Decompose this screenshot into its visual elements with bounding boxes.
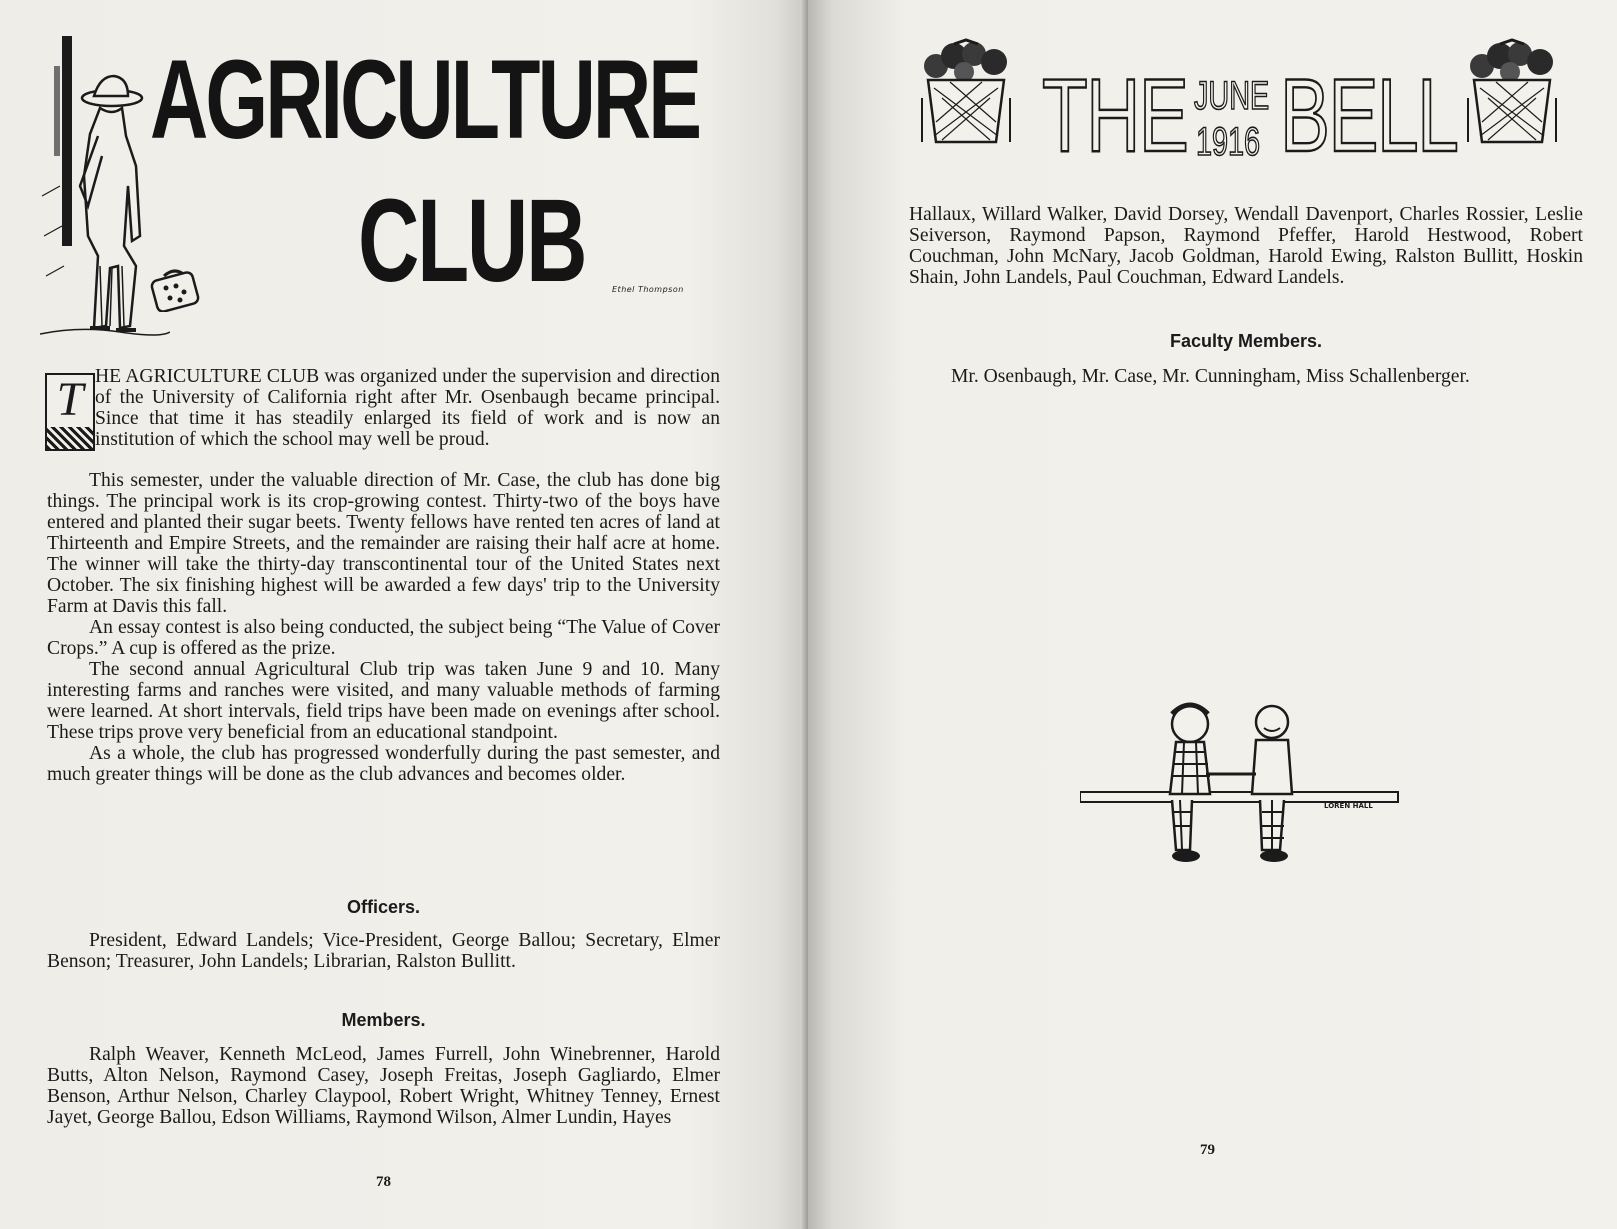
artist-signature: Ethel Thompson (612, 285, 684, 294)
members-continued-text: Hallaux, Willard Walker, David Dorsey, Wendall Davenport, Charles Rossier, Leslie Seiverson, Raymond Papson, Raymond Pfeffer, Harold Hestwood, Robert Couchman, John McNary, Jacob Goldman, Harold Ewing, Ralston Bullitt, Hoskin Shain, John Landels, Paul Couchman, Edward Landels. (909, 204, 1583, 288)
masthead-the: THE (1042, 58, 1188, 174)
members-list (47, 1044, 720, 1128)
members-text: Ralph Weaver, Kenneth McLeod, James Furrell, John Winebrenner, Harold Butts, Alton Nelson, Raymond Casey, Joseph Freitas, Joseph Gagliardo, Elmer Benson, Arthur Nelson, Charley Claypool, Robert Wright, Whitney Tenney, Ernest Jayet, George Ballou, Edson Williams, Raymond Wilson, Almer Lundin, Hayes (47, 1044, 720, 1128)
intro-text (95, 366, 720, 450)
left-page (0, 0, 808, 1229)
page-number-left: 78 (376, 1174, 391, 1190)
paragraph-intro: HE AGRICULTURE CLUB was organized under the supervision and direction of the University of California right after Mr. Osenbaugh became principal. Since that time it has steadily enlarged its field of work and is now an institution of which the school may well be proud. (95, 366, 720, 450)
members-heading: Members. (341, 1010, 426, 1030)
flower-basket-right-illustration (1460, 38, 1564, 148)
paragraph-progress: As a whole, the club has progressed wonderfully during the past semester, and much greater things will be done as the club advances and becomes older. (47, 743, 720, 785)
paragraph-contest: This semester, under the valuable direction of Mr. Case, the club has done big things. The principal work is its crop-growing contest. Thirty-two of the boys have entered and planted their sugar beets. Twenty fellows have rented ten acres of land at Thirteenth and Empire Streets, and the remainder are raising their half acre at home. The winner will take the thirty-day transcontinental tour of the United States next October. The six finishing highest will be awarded a few days' trip to the University Farm at Davis this fall. (47, 470, 720, 617)
cartoon-signature: LOREN HALL (1324, 802, 1373, 810)
two-boys-cartoon-illustration (1080, 700, 1410, 890)
masthead-year: 1916 (1196, 120, 1261, 164)
officers-heading: Officers. (346, 897, 421, 917)
right-page (808, 0, 1617, 1229)
magazine-masthead (1042, 58, 1458, 174)
faculty-heading: Faculty Members. (1169, 331, 1323, 351)
officers-list (47, 930, 720, 972)
dropcap-letter: T (56, 373, 84, 426)
page-title-agriculture: AGRICULTURE (150, 37, 700, 162)
faculty-text: Mr. Osenbaugh, Mr. Case, Mr. Cunningham, Miss Schallenberger. (951, 366, 1470, 387)
dropcap-ornament (47, 427, 93, 449)
faculty-list (909, 366, 1583, 387)
members-continued (909, 204, 1583, 288)
officers-text: President, Edward Landels; Vice-President, George Ballou; Secretary, Elmer Benson; Treasurer, John Landels; Librarian, Ralston Bullitt. (47, 930, 720, 972)
masthead-bell: BELL (1280, 58, 1458, 174)
page-title-club: CLUB (358, 175, 586, 307)
page-number-right: 79 (1200, 1142, 1215, 1158)
masthead-month: JUNE (1194, 74, 1270, 118)
satchel-illustration (150, 266, 200, 312)
flower-basket-left-illustration (914, 38, 1018, 148)
paragraph-trip: The second annual Agricultural Club trip was taken June 9 and 10. Many interesting farms and ranches were visited, and many valuable methods of farming were learned. At short intervals, field trips have been made on evenings after school. These trips prove very beneficial from an educational standpoint. (47, 659, 720, 743)
paragraph-essay: An essay contest is also being conducted, the subject being “The Value of Cover Crops.” A cup is offered as the prize. (47, 617, 720, 659)
article-text (47, 470, 720, 785)
dropcap (45, 373, 95, 451)
